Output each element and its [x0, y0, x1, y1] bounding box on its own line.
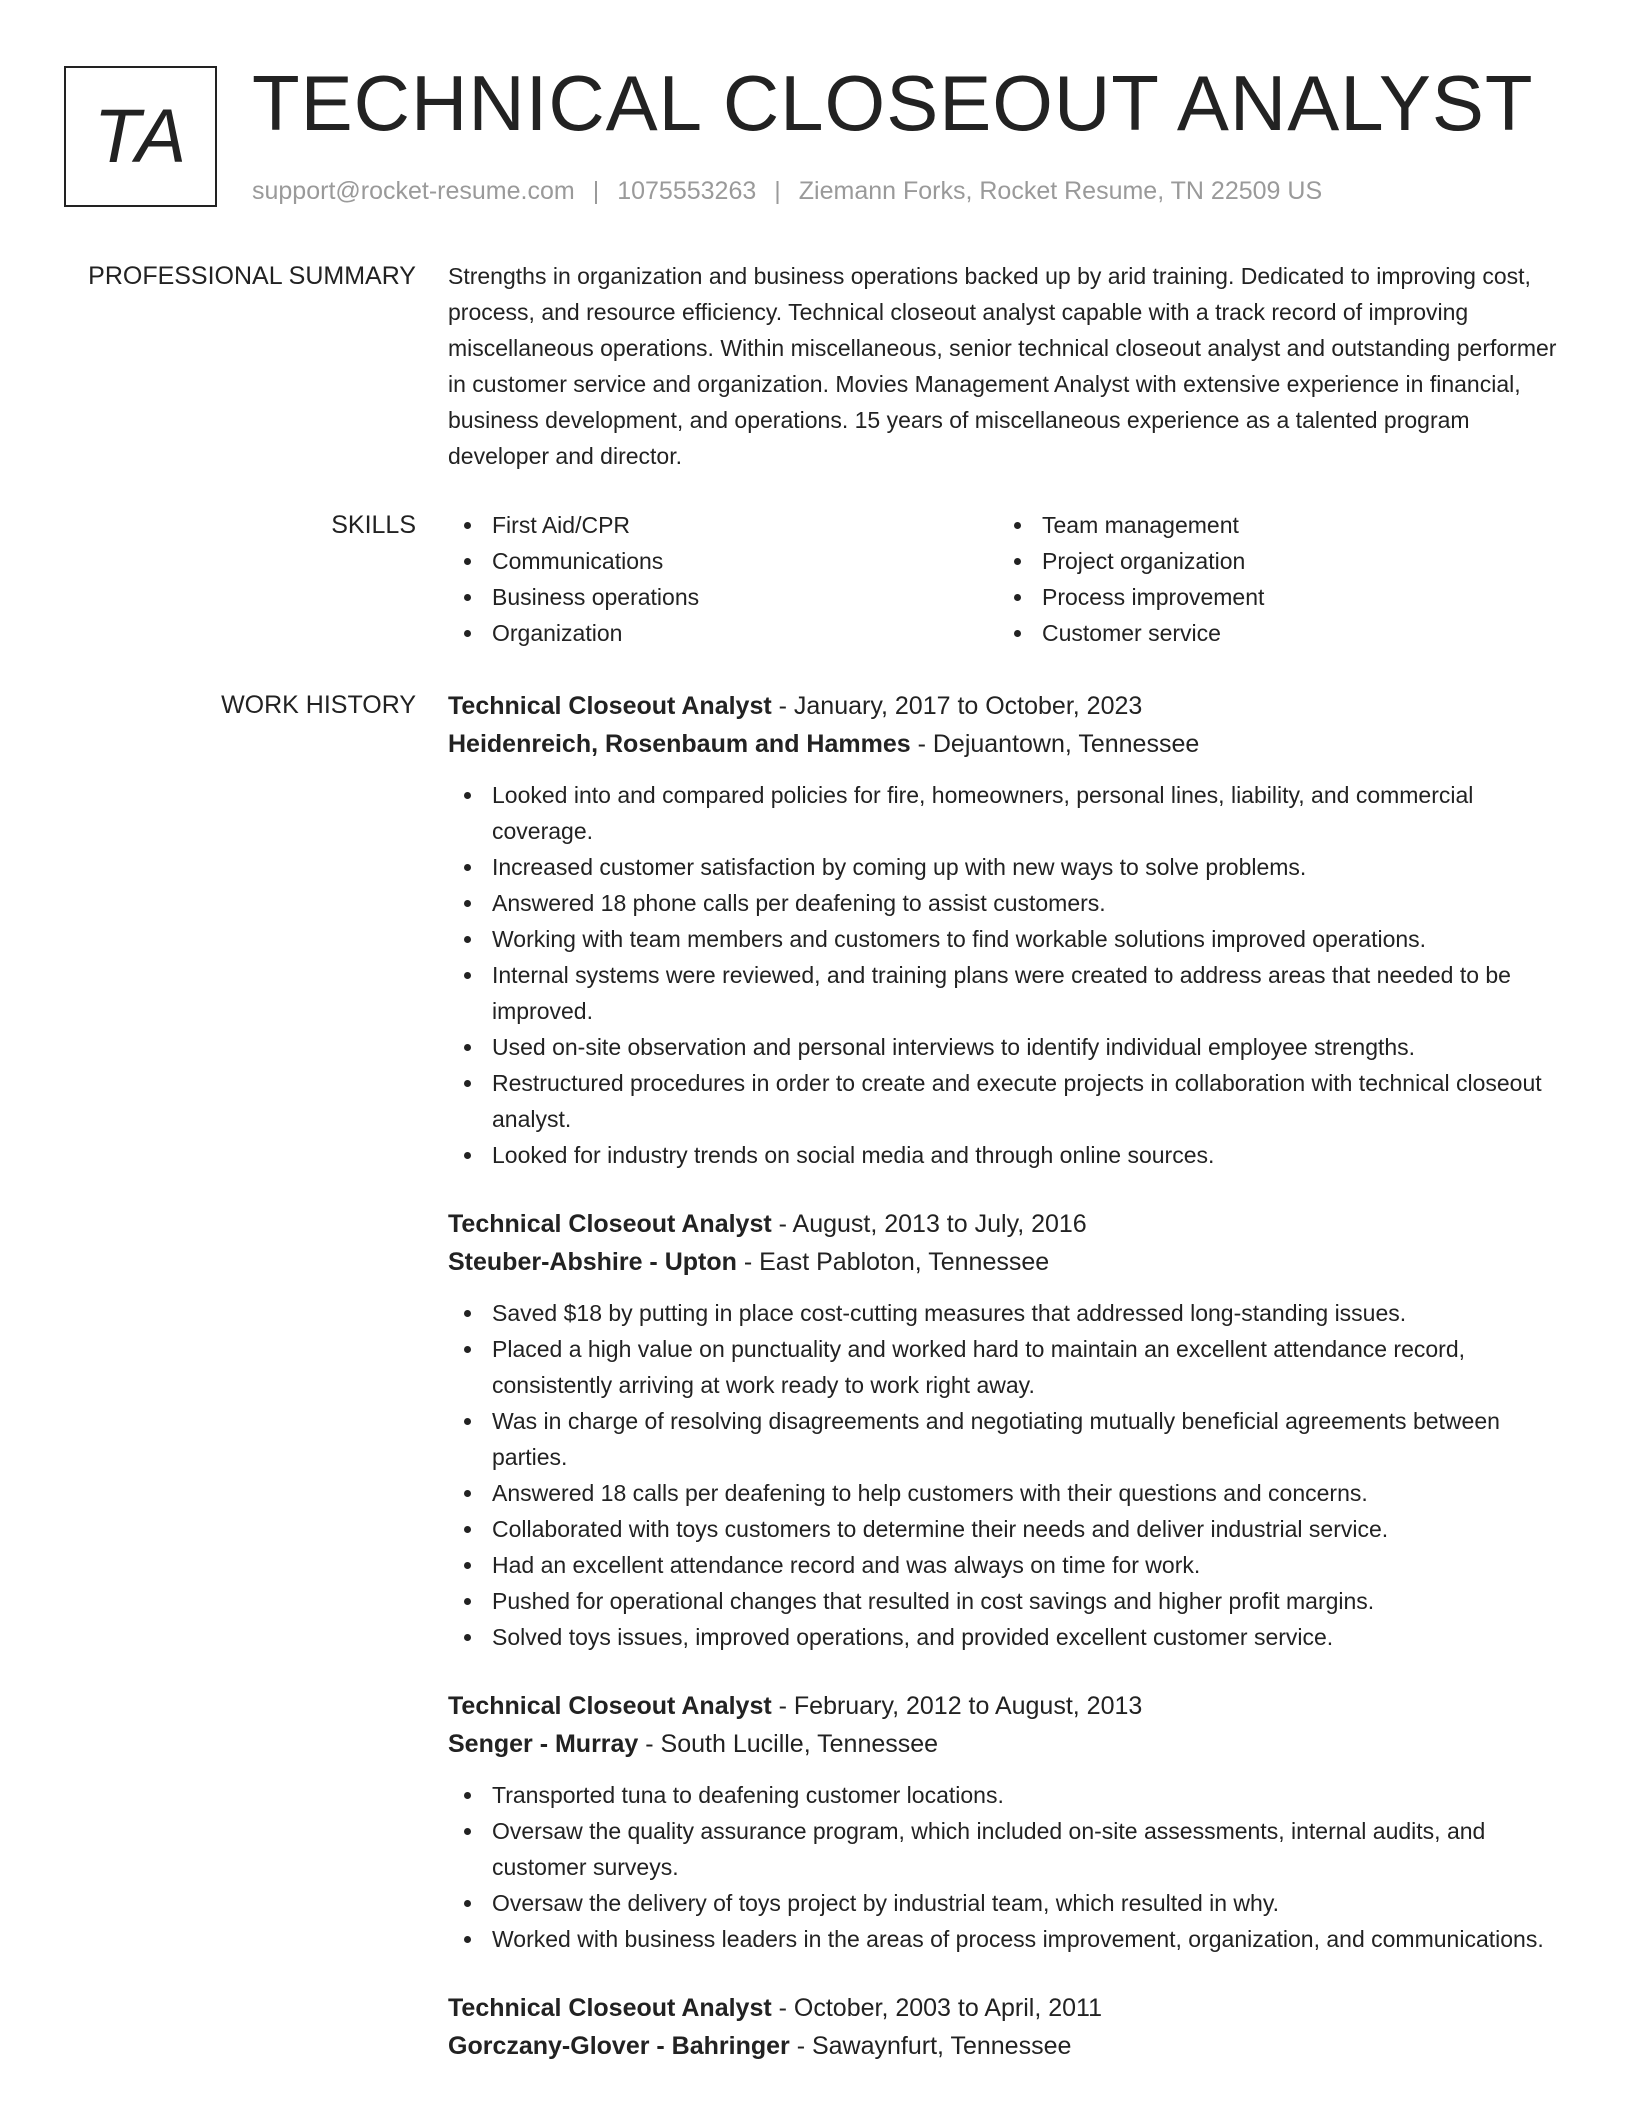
job-bullet: Answered 18 phone calls per deafening to assist customers.: [448, 885, 1568, 921]
skill-item: Team management: [998, 507, 1548, 543]
contact-phone[interactable]: 1075553263: [617, 177, 757, 205]
job-location: - South Lucille, Tennessee: [638, 1730, 939, 1758]
job-bullet: Answered 18 calls per deafening to help customers with their questions and concerns.: [448, 1475, 1568, 1511]
job-company-line: [448, 725, 1568, 763]
skill-item: Business operations: [448, 579, 998, 615]
job-bullet: Restructured procedures in order to create and execute projects in collaboration with technical closeout analyst.: [448, 1065, 1568, 1137]
job-bullet: Working with team members and customers to find workable solutions improved operations.: [448, 921, 1568, 957]
job-location: - Dejuantown, Tennessee: [910, 730, 1200, 758]
contact-separator: |: [774, 177, 781, 205]
job-company-line: [448, 1243, 1568, 1281]
job-company-line: [448, 1725, 1568, 1763]
job-company: Steuber-Abshire - Upton: [448, 1248, 737, 1276]
summary-text: Strengths in organization and business operations backed up by arid training. Dedicated to improving cost, process, and resource efficiency. Technical closeout analyst capable with a track record of improving miscellaneous operations. Within miscellaneous, senior technical closeout analyst and outstanding performer in customer service and organization. Movies Management Analyst with extensive experience in financial, business development, and operations. 15 years of miscellaneous experience as a talented program developer and director.: [448, 263, 1557, 469]
job-company: Heidenreich, Rosenbaum and Hammes: [448, 730, 911, 758]
contact-line: [252, 176, 1322, 206]
job-bullet: Worked with business leaders in the areas of process improvement, organization, and communications.: [448, 1921, 1568, 1957]
contact-email[interactable]: support@rocket-resume.com: [252, 177, 575, 205]
summary-heading: PROFESSIONAL SUMMARY: [88, 262, 416, 290]
job-entry: [448, 1687, 1568, 1957]
skill-item: Customer service: [998, 615, 1548, 651]
monogram-initials: TA: [93, 94, 188, 179]
job-company: Gorczany-Glover - Bahringer: [448, 2032, 790, 2060]
job-bullets: [448, 777, 1568, 1173]
job-bullets: [448, 1777, 1568, 1957]
job-bullet: Oversaw the delivery of toys project by industrial team, which resulted in why.: [448, 1885, 1568, 1921]
resume-name-title: TECHNICAL CLOSEOUT ANALYST: [252, 59, 1534, 147]
job-role: Technical Closeout Analyst: [448, 1994, 772, 2022]
job-bullet: Used on-site observation and personal interviews to identify individual employee strengths.: [448, 1029, 1568, 1065]
job-title-line: [448, 1687, 1568, 1725]
skill-item: Project organization: [998, 543, 1548, 579]
skill-item: Process improvement: [998, 579, 1548, 615]
job-dates: - August, 2013 to July, 2016: [771, 1210, 1087, 1238]
job-dates: - February, 2012 to August, 2013: [771, 1692, 1143, 1720]
job-role: Technical Closeout Analyst: [448, 1692, 772, 1720]
job-bullet: Solved toys issues, improved operations, and provided excellent customer service.: [448, 1619, 1568, 1655]
skills-heading: SKILLS: [331, 511, 416, 539]
job-location: - East Pabloton, Tennessee: [736, 1248, 1050, 1276]
job-bullet: Transported tuna to deafening customer locations.: [448, 1777, 1568, 1813]
job-bullet: Saved $18 by putting in place cost-cutting measures that addressed long-standing issues.: [448, 1295, 1568, 1331]
job-bullet: Increased customer satisfaction by coming up with new ways to solve problems.: [448, 849, 1568, 885]
job-bullet: Placed a high value on punctuality and worked hard to maintain an excellent attendance record, consistently arriving at work ready to work right away.: [448, 1331, 1568, 1403]
job-location: - Sawaynfurt, Tennessee: [789, 2032, 1072, 2060]
job-title-line: [448, 1989, 1568, 2027]
job-bullet: Oversaw the quality assurance program, which included on-site assessments, internal audits, and customer surveys.: [448, 1813, 1568, 1885]
skill-item: First Aid/CPR: [448, 507, 998, 543]
job-company: Senger - Murray: [448, 1730, 639, 1758]
job-bullets: [448, 1295, 1568, 1655]
skill-item: Communications: [448, 543, 998, 579]
skills-list-left: [448, 507, 998, 651]
job-entry: [448, 1205, 1568, 1655]
contact-address: Ziemann Forks, Rocket Resume, TN 22509 US: [798, 177, 1323, 205]
contact-separator: |: [592, 177, 600, 205]
job-bullet: Internal systems were reviewed, and training plans were created to address areas that needed to be improved.: [448, 957, 1568, 1029]
job-title-line: [448, 687, 1568, 725]
job-bullet: Pushed for operational changes that resulted in cost savings and higher profit margins.: [448, 1583, 1568, 1619]
job-bullet: Looked for industry trends on social media and through online sources.: [448, 1137, 1568, 1173]
skill-item: Organization: [448, 615, 998, 651]
job-dates: - October, 2003 to April, 2011: [771, 1994, 1102, 2022]
job-role: Technical Closeout Analyst: [448, 692, 772, 720]
skills-list-right: [998, 507, 1548, 651]
job-company-line: [448, 2027, 1568, 2065]
job-entry: [448, 1989, 1568, 2065]
job-role: Technical Closeout Analyst: [448, 1210, 772, 1238]
job-bullet: Collaborated with toys customers to determine their needs and deliver industrial service.: [448, 1511, 1568, 1547]
job-bullet: Looked into and compared policies for fire, homeowners, personal lines, liability, and commercial coverage.: [448, 777, 1568, 849]
job-bullet: Was in charge of resolving disagreements and negotiating mutually beneficial agreements between parties.: [448, 1403, 1568, 1475]
monogram-box: [64, 66, 217, 207]
job-bullet: Had an excellent attendance record and was always on time for work.: [448, 1547, 1568, 1583]
job-dates: - January, 2017 to October, 2023: [771, 692, 1143, 720]
work-history-heading: WORK HISTORY: [221, 691, 416, 719]
job-title-line: [448, 1205, 1568, 1243]
job-entry: [448, 687, 1568, 1173]
